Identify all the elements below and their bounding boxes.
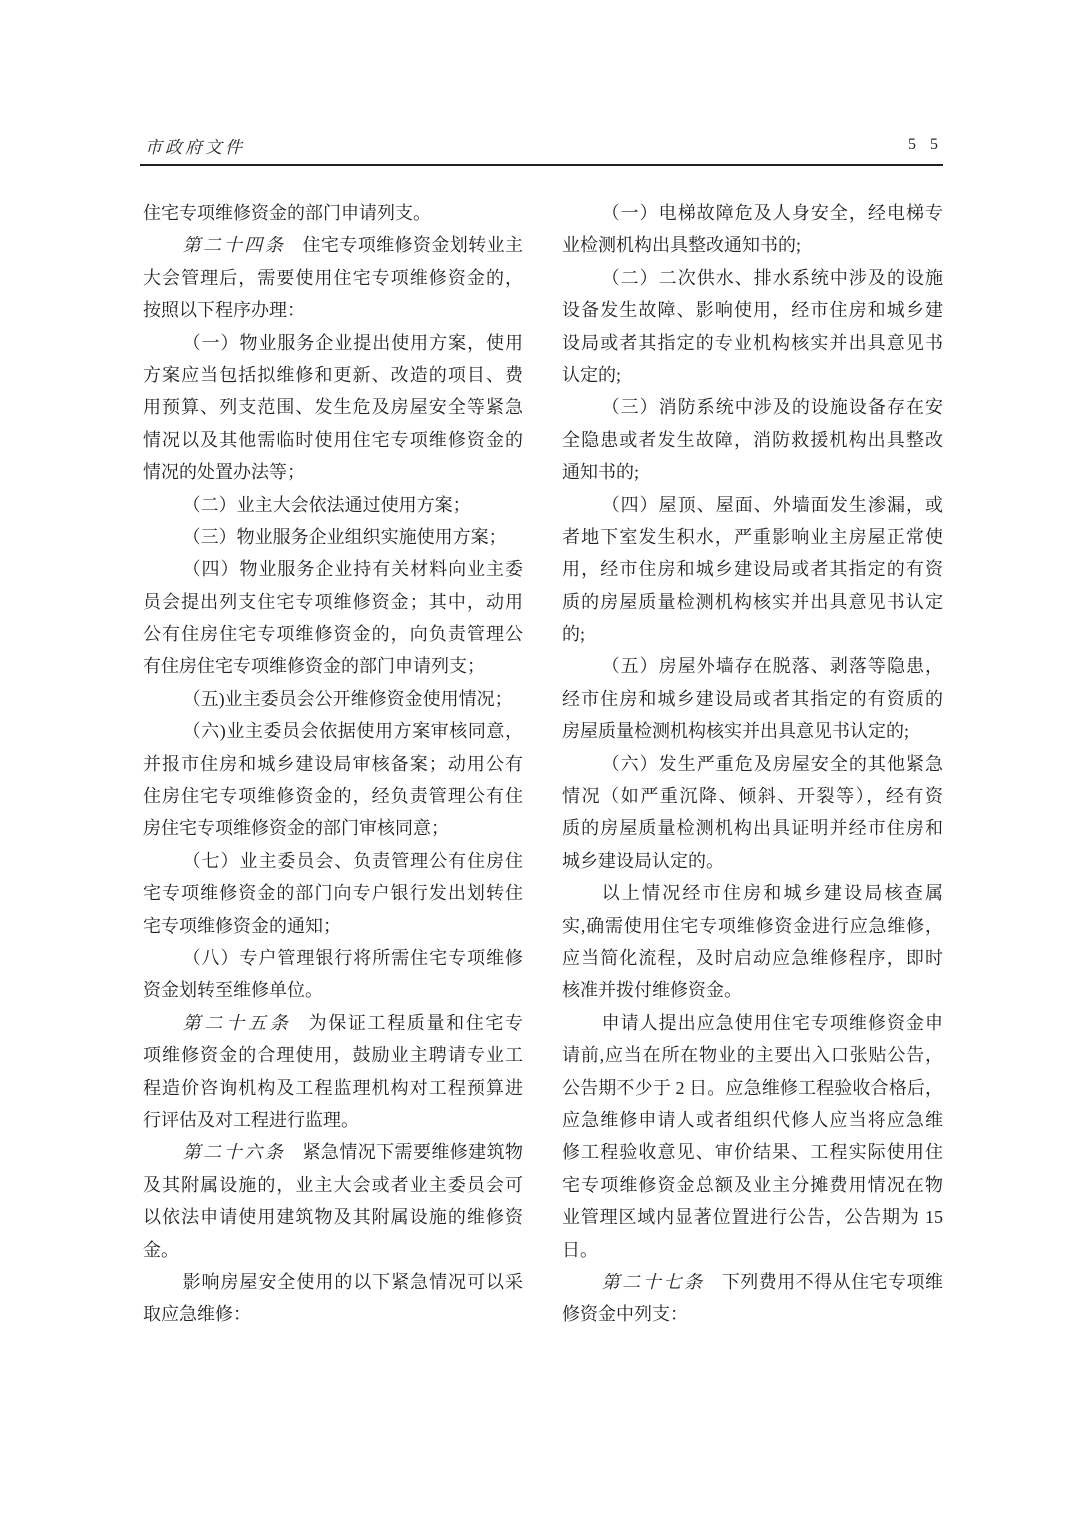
line-text: 日。 [562,1239,598,1260]
line-text: 应急维修申请人或者组织代修人应当将应急维 [562,1109,943,1130]
line-text: 影响房屋安全使用的以下紧急情况可以采 [182,1271,523,1292]
article-number: 第二十七条 [601,1271,705,1292]
header-doc-type-label: 市政府文件 [145,138,245,157]
line-text: 情况的处置办法等； [143,462,305,483]
text-line [143,812,523,844]
text-line [562,262,943,294]
text-line [562,1039,943,1071]
text-line [143,1104,523,1136]
line-text: 全隐患或者发生故障，消防救援机构出具整改 [562,429,943,450]
line-text: 设备发生故障、影响使用，经市住房和城乡建 [562,300,943,321]
text-line [143,1266,523,1298]
line-text: 资金划转至维修单位。 [143,980,323,1001]
line-text: （二）业主大会依法通过使用方案； [182,494,471,515]
text-line [143,489,523,521]
line-text: 应当简化流程，及时启动应急维修程序，即时 [562,947,943,968]
line-text: 设局或者其指定的专业机构核实并出具意见书 [562,332,943,353]
text-line [143,780,523,812]
text-line [143,294,523,326]
text-line [562,1266,943,1298]
text-line [562,1201,943,1233]
text-line [562,748,943,780]
text-line [143,683,523,715]
line-text: 为保证工程质量和住宅专 [308,1012,523,1033]
line-text: 经市住房和城乡建设局或者其指定的有资质的 [562,688,943,709]
line-text: （四）屋顶、屋面、外墙面发生渗漏，或 [601,494,943,515]
line-text: 房屋质量检测机构核实并出具意见书认定的; [562,721,909,742]
text-line [562,489,943,521]
line-text: 实,确需使用住宅专项维修资金进行应急维修， [562,915,943,936]
line-text: 通知书的; [562,462,640,483]
text-line [562,1234,943,1266]
line-text: 住宅专项维修资金划转业主 [302,235,523,256]
line-text: 修资金中列支： [562,1304,688,1325]
text-line [143,1136,523,1168]
line-text: 业检测机构出具整改通知书的; [562,235,801,256]
line-text: 金。 [143,1239,179,1260]
line-text: 程造价咨询机构及工程监理机构对工程预算进 [143,1077,523,1098]
text-line [143,1298,523,1330]
text-line [562,618,943,650]
article-number: 第二十六条 [182,1142,286,1163]
text-line [562,812,943,844]
text-line [143,650,523,682]
line-text: 方案应当包括拟维修和更新、改造的项目、费 [143,364,523,385]
article-number: 第二十五条 [182,1012,292,1033]
text-line [562,910,943,942]
line-text: 质的房屋质量检测机构出具证明并经市住房和 [562,818,943,839]
text-line [562,974,943,1006]
text-column-left [143,197,523,1331]
line-text: 宅专项维修资金总额及业主分摊费用情况在物 [562,1174,943,1195]
text-line [143,262,523,294]
line-text: 及其附属设施的，业主大会或者业主委员会可 [143,1174,523,1195]
text-line [562,391,943,423]
line-text: 大会管理后，需要使用住宅专项维修资金的， [143,267,523,288]
text-line [143,942,523,974]
text-line [143,197,523,229]
text-line [562,1298,943,1330]
text-line [562,1104,943,1136]
text-line [562,1136,943,1168]
line-text: 宅专项维修资金的部门向专户银行发出划转住 [143,883,523,904]
text-line [562,1072,943,1104]
text-line [562,1169,943,1201]
line-text: 房住宅专项维修资金的部门审核同意； [143,818,449,839]
line-text: 修工程验收意见、审价结果、工程实际使用住 [562,1142,943,1163]
text-line [562,942,943,974]
line-text: 用，经市住房和城乡建设局或者其指定的有资 [562,559,943,580]
text-line [143,715,523,747]
text-line [562,1007,943,1039]
line-text: 员会提出列支住宅专项维修资金；其中，动用 [143,591,523,612]
text-line [143,553,523,585]
line-text: 核准并拨付维修资金。 [562,980,742,1001]
text-line [562,683,943,715]
text-line [562,715,943,747]
line-text: 用预算、列支范围、发生危及房屋安全等紧急 [143,397,523,418]
text-line [143,391,523,423]
text-line [143,359,523,391]
text-line [562,229,943,261]
line-text: 下列费用不得从住宅专项维 [721,1271,943,1292]
line-text: （八）专户管理银行将所需住宅专项维修 [182,947,523,968]
line-text: （三）消防系统中涉及的设施设备存在安 [601,397,943,418]
text-line [562,877,943,909]
line-text: 认定的; [562,364,622,385]
text-line [143,229,523,261]
line-text: 业管理区域内显著位置进行公告，公告期为 15 [562,1207,943,1228]
line-text: 项维修资金的合理使用，鼓励业主聘请专业工 [143,1045,523,1066]
line-text: 请前,应当在所在物业的主要出入口张贴公告， [562,1045,943,1066]
text-line [562,197,943,229]
text-line [143,521,523,553]
line-text: 住宅专项维修资金的部门申请列支。 [143,203,431,223]
text-line [562,327,943,359]
line-text: （六)业主委员会依据使用方案审核同意， [182,721,523,742]
line-text: （六）发生严重危及房屋安全的其他紧急 [601,753,943,774]
line-text: 质的房屋质量检测机构核实并出具意见书认定 [562,591,943,612]
text-line [143,877,523,909]
text-line [562,650,943,682]
page-number: 5 5 [908,136,943,153]
line-text: 住房住宅专项维修资金的，经负责管理公有住 [143,786,523,807]
text-line [143,1201,523,1233]
text-line [562,456,943,488]
line-text: 取应急维修： [143,1304,251,1325]
text-line [143,327,523,359]
text-line [562,586,943,618]
text-line [562,845,943,877]
text-line [143,1072,523,1104]
text-line [143,1234,523,1266]
line-text: 并报市住房和城乡建设局审核备案；动用公有 [143,753,523,774]
text-line [562,780,943,812]
text-line [143,974,523,1006]
line-text: 申请人提出应急使用住宅专项维修资金申 [601,1012,943,1033]
text-line [143,1039,523,1071]
text-column-right [562,197,943,1331]
line-text: （五）房屋外墙存在脱落、剥落等隐患， [601,656,943,677]
text-line [143,456,523,488]
text-line [562,294,943,326]
text-line [143,910,523,942]
line-text: （一）物业服务企业提出使用方案，使用 [182,332,523,353]
text-line [143,845,523,877]
text-line [143,748,523,780]
text-line [562,424,943,456]
line-text: 紧急情况下需要维修建筑物 [302,1142,523,1163]
line-text: （五)业主委员会公开维修资金使用情况； [182,688,513,709]
line-text: 情况（如严重沉降、倾斜、开裂等），经有资 [562,786,943,807]
line-text: 公告期不少于 2 日。应急维修工程验收合格后， [562,1077,943,1098]
article-number: 第二十四条 [182,235,286,256]
line-text: 以依法申请使用建筑物及其附属设施的维修资 [143,1207,523,1228]
line-text: 行评估及对工程进行监理。 [143,1109,359,1130]
text-line [143,1007,523,1039]
line-text: （一）电梯故障危及人身安全，经电梯专 [601,203,943,223]
line-text: （二）二次供水、排水系统中涉及的设施 [601,267,943,288]
line-text: 按照以下程序办理： [143,300,305,321]
line-text: （七）业主委员会、负责管理公有住房住 [182,850,523,871]
line-text: 有住房住宅专项维修资金的部门申请列支； [143,656,485,677]
line-text: （三）物业服务企业组织实施使用方案； [182,526,507,547]
line-text: 公有住房住宅专项维修资金的，向负责管理公 [143,624,523,645]
text-line [143,618,523,650]
line-text: （四）物业服务企业持有关材料向业主委 [182,559,523,580]
text-line [143,1169,523,1201]
text-line [143,424,523,456]
text-line [562,521,943,553]
text-line [562,359,943,391]
text-line [143,586,523,618]
line-text: 以上情况经市住房和城乡建设局核查属 [601,883,943,904]
line-text: 城乡建设局认定的。 [562,850,724,871]
line-text: 情况以及其他需临时使用住宅专项维修资金的 [143,429,523,450]
line-text: 的; [562,624,586,645]
header-rule-divider [140,164,943,166]
line-text: 者地下室发生积水，严重影响业主房屋正常使 [562,526,943,547]
line-text: 宅专项维修资金的通知； [143,915,341,936]
text-line [562,553,943,585]
